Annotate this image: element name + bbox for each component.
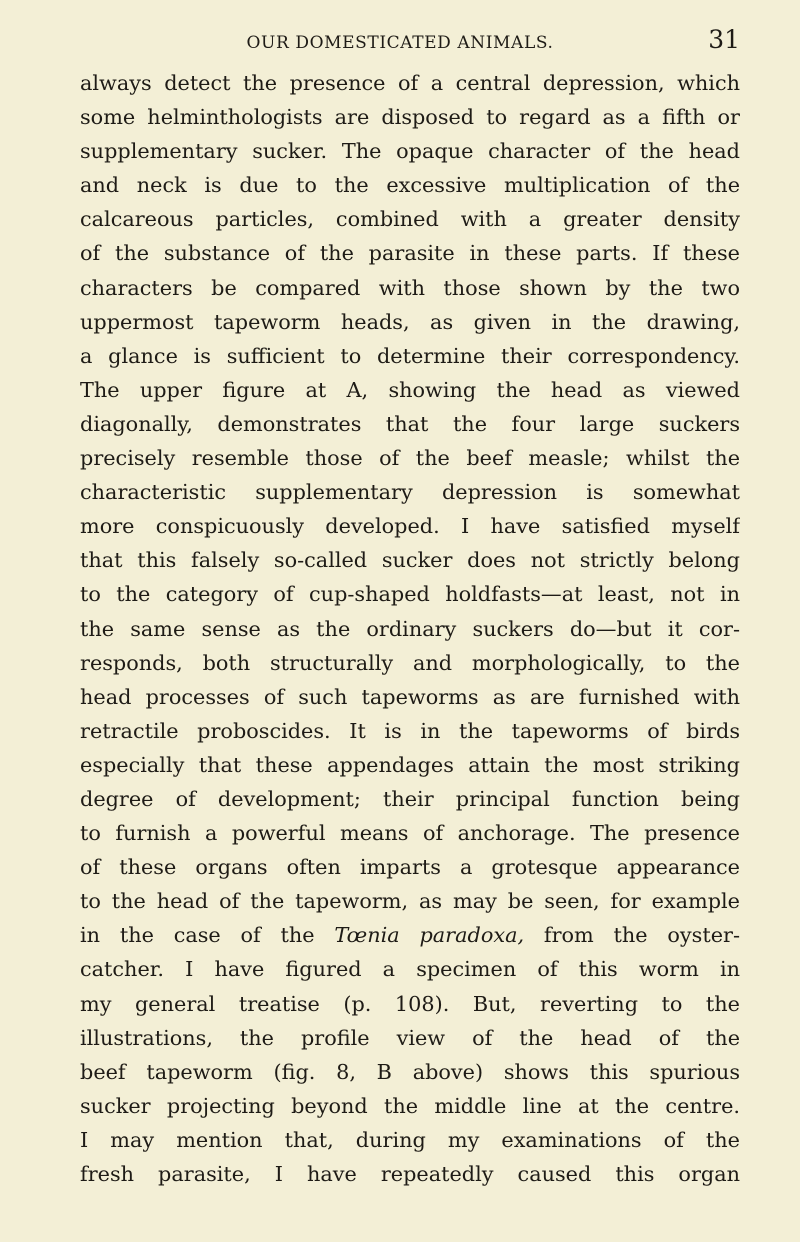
text-line: uppermost tapeworm heads, as given in the drawing, (80, 309, 740, 334)
page-number: 31 (708, 25, 740, 54)
text-line: more conspicuously developed. I have satisfied myself (80, 514, 740, 539)
text-line: of the substance of the parasite in these parts. If these (80, 241, 740, 266)
text-line: head processes of such tapeworms as are furnished with (80, 684, 740, 709)
species-name-italic: Tœnia paradoxa, (334, 923, 525, 948)
running-head (70, 24, 740, 64)
text-line: precisely resemble those of the beef measle; whilst the (80, 446, 740, 471)
text-line: illustrations, the profile view of the head of the (80, 1025, 740, 1050)
text-line: a glance is sufficient to determine their correspondency. (80, 343, 740, 368)
text-line: some helminthologists are disposed to regard as a fifth or (80, 105, 740, 130)
text-line: to furnish a powerful means of anchorage. The presence (80, 821, 740, 846)
text-segment: in the case of the (80, 923, 335, 948)
text-line: sucker projecting beyond the middle line at the centre. (80, 1093, 740, 1118)
text-line: and neck is due to the excessive multiplication of the (80, 173, 740, 198)
text-line: beef tapeworm (fig. 8, B above) shows this spurious (80, 1059, 740, 1084)
text-line: especially that these appendages attain the most striking (80, 752, 740, 777)
text-line: calcareous particles, combined with a greater density (80, 207, 740, 232)
text-line: supplementary sucker. The opaque character of the head (80, 139, 740, 164)
text-line: retractile proboscides. It is in the tapeworms of birds (80, 718, 740, 743)
text-line: of these organs often imparts a grotesque appearance (80, 855, 740, 880)
text-line: I may mention that, during my examinations of the (80, 1127, 740, 1152)
text-line: my general treatise (p. 108). But, reverting to the (80, 991, 740, 1016)
text-line: that this falsely so-called sucker does not strictly belong (80, 548, 740, 573)
text-line: responds, both structurally and morphologically, to the (80, 650, 740, 675)
text-line: catcher. I have figured a specimen of this worm in (80, 957, 740, 982)
text-line: characteristic supplementary depression is somewhat (80, 480, 740, 505)
text-line: to the category of cup-shaped holdfasts—at least, not in (80, 582, 740, 607)
text-line: fresh parasite, I have repeatedly caused this organ (80, 1162, 740, 1186)
text-line-italic (80, 918, 740, 952)
text-line: characters be compared with those shown by the two (80, 275, 740, 300)
text-line: to the head of the tapeworm, as may be seen, for example (80, 889, 740, 914)
text-line: degree of development; their principal function being (80, 786, 740, 811)
text-line: diagonally, demonstrates that the four large suckers (80, 411, 740, 436)
text-line: always detect the presence of a central depression, which (80, 71, 740, 95)
running-title: OUR DOMESTICATED ANIMALS. (246, 33, 554, 53)
text-line: the same sense as the ordinary suckers do—but it cor- (80, 616, 740, 641)
text-segment: from the oyster- (524, 923, 740, 948)
body-text (80, 66, 740, 1191)
text-line: The upper figure at A, showing the head as viewed (80, 377, 740, 402)
